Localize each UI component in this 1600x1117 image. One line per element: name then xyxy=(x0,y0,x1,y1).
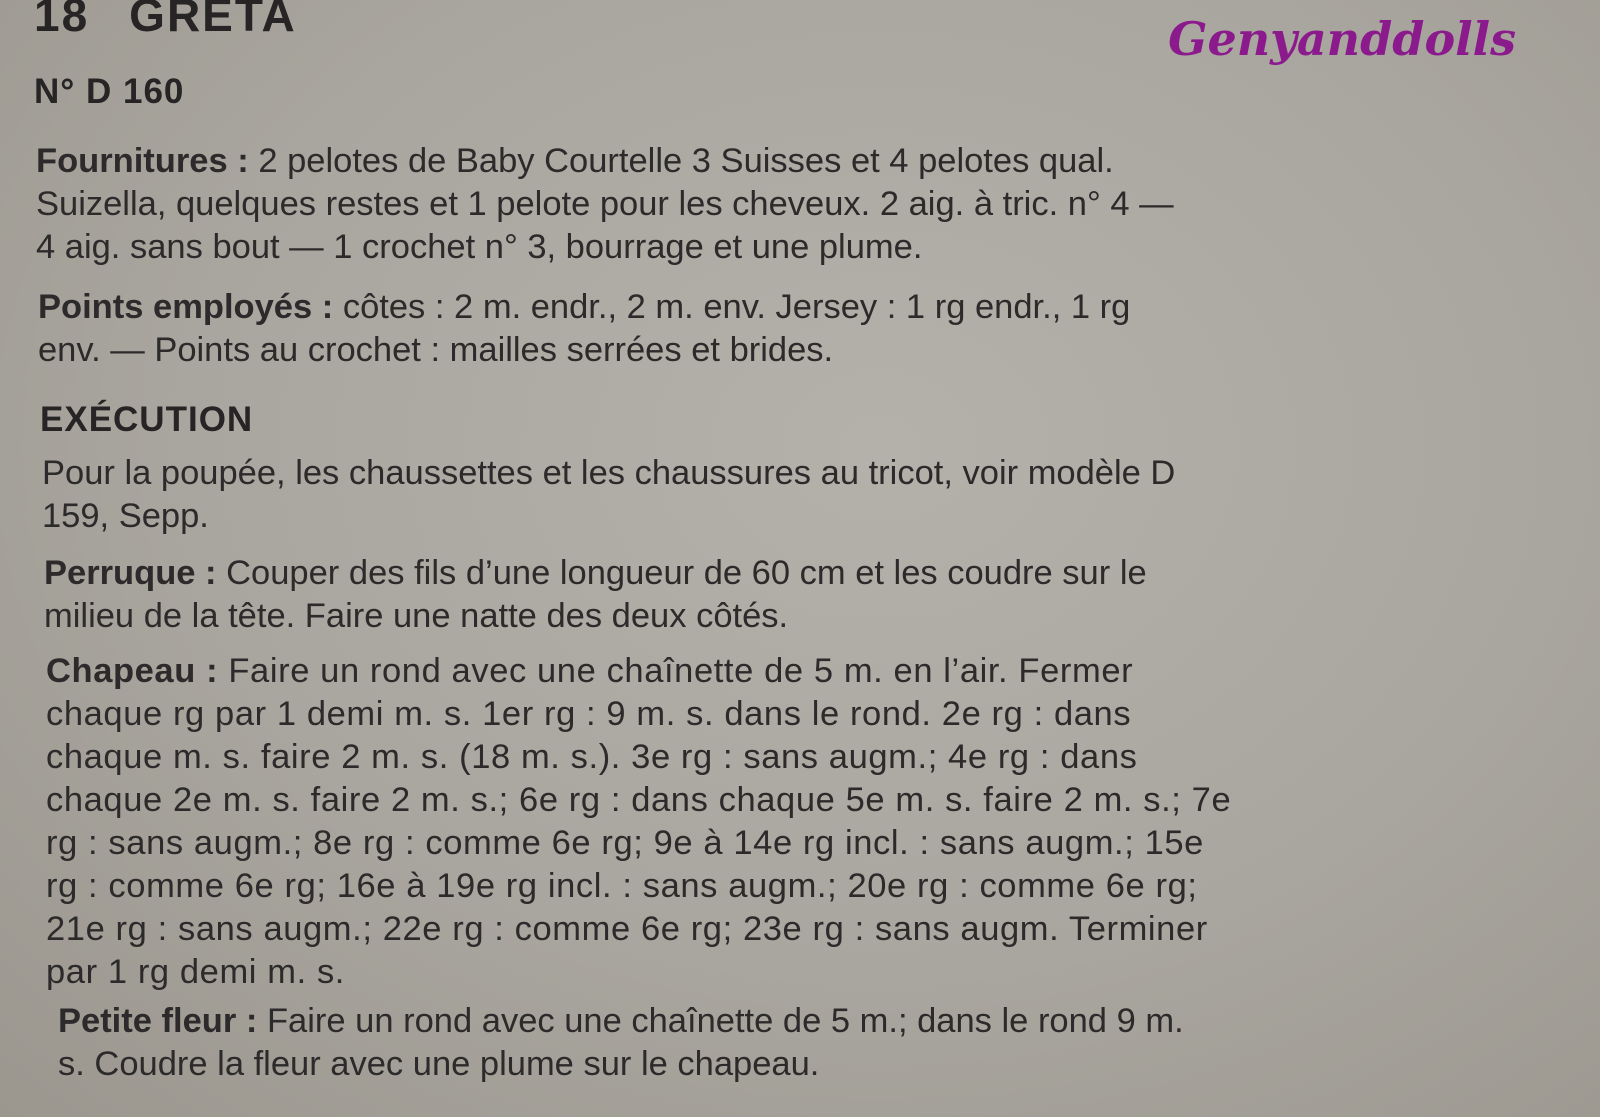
chapeau-line: par 1 rg demi m. s. xyxy=(46,953,345,991)
chapeau-line: chaque 2e m. s. faire 2 m. s.; 6e rg : dans chaque 5e m. s. faire 2 m. s.; 7e xyxy=(46,781,1232,819)
points-label: Points employés : xyxy=(38,288,334,326)
pattern-name: GRETA xyxy=(129,0,297,41)
chapeau-line: chaque m. s. faire 2 m. s. (18 m. s.). 3e rg : sans augm.; 4e rg : dans xyxy=(46,738,1138,776)
watermark: Genyanddolls xyxy=(1168,12,1516,66)
points-line: env. — Points au crochet : mailles serrées et brides. xyxy=(38,331,834,369)
chapeau-line: rg : sans augm.; 8e rg : comme 6e rg; 9e à 14e rg incl. : sans augm.; 15e xyxy=(46,824,1204,862)
fournitures-section xyxy=(36,140,1484,269)
points-line: côtes : 2 m. endr., 2 m. env. Jersey : 1 rg endr., 1 rg xyxy=(342,288,1131,326)
perruque-line: milieu de la tête. Faire une natte des deux côtés. xyxy=(44,597,789,635)
petite-fleur-line: Faire un rond avec une chaînette de 5 m.; dans le rond 9 m. xyxy=(266,1002,1184,1040)
petite-fleur-section xyxy=(58,1000,1506,1086)
fournitures-label: Fournitures : xyxy=(36,142,249,180)
model-reference: N° D 160 xyxy=(34,72,185,111)
points-section xyxy=(38,286,1486,372)
chapeau-line: chaque rg par 1 demi m. s. 1er rg : 9 m. s. dans le rond. 2e rg : dans xyxy=(46,695,1132,733)
fournitures-line: Suizella, quelques restes et 1 pelote pour les cheveux. 2 aig. à tric. n° 4 — xyxy=(36,185,1174,223)
chapeau-line: Faire un rond avec une chaînette de 5 m. en l’air. Fermer xyxy=(228,652,1134,690)
fournitures-line: 2 pelotes de Baby Courtelle 3 Suisses et 4 pelotes qual. xyxy=(258,142,1114,180)
petite-fleur-line: s. Coudre la fleur avec une plume sur le chapeau. xyxy=(58,1045,820,1083)
chapeau-label: Chapeau : xyxy=(46,652,219,690)
execution-line: 159, Sepp. xyxy=(42,497,209,535)
perruque-section xyxy=(44,552,1492,638)
execution-intro xyxy=(42,452,1490,538)
pattern-title xyxy=(34,0,297,42)
fournitures-line: 4 aig. sans bout — 1 crochet n° 3, bourrage et une plume. xyxy=(36,228,923,266)
petite-fleur-label: Petite fleur : xyxy=(58,1002,258,1040)
chapeau-line: rg : comme 6e rg; 16e à 19e rg incl. : sans augm.; 20e rg : comme 6e rg; xyxy=(46,867,1198,905)
chapeau-section xyxy=(46,650,1494,994)
execution-title: EXÉCUTION xyxy=(40,400,254,439)
pattern-number: 18 xyxy=(34,0,90,41)
execution-line: Pour la poupée, les chaussettes et les chaussures au tricot, voir modèle D xyxy=(42,454,1176,492)
perruque-line: Couper des fils d’une longueur de 60 cm et les coudre sur le xyxy=(226,554,1147,592)
chapeau-line: 21e rg : sans augm.; 22e rg : comme 6e rg; 23e rg : sans augm. Terminer xyxy=(46,910,1208,948)
perruque-label: Perruque : xyxy=(44,554,217,592)
